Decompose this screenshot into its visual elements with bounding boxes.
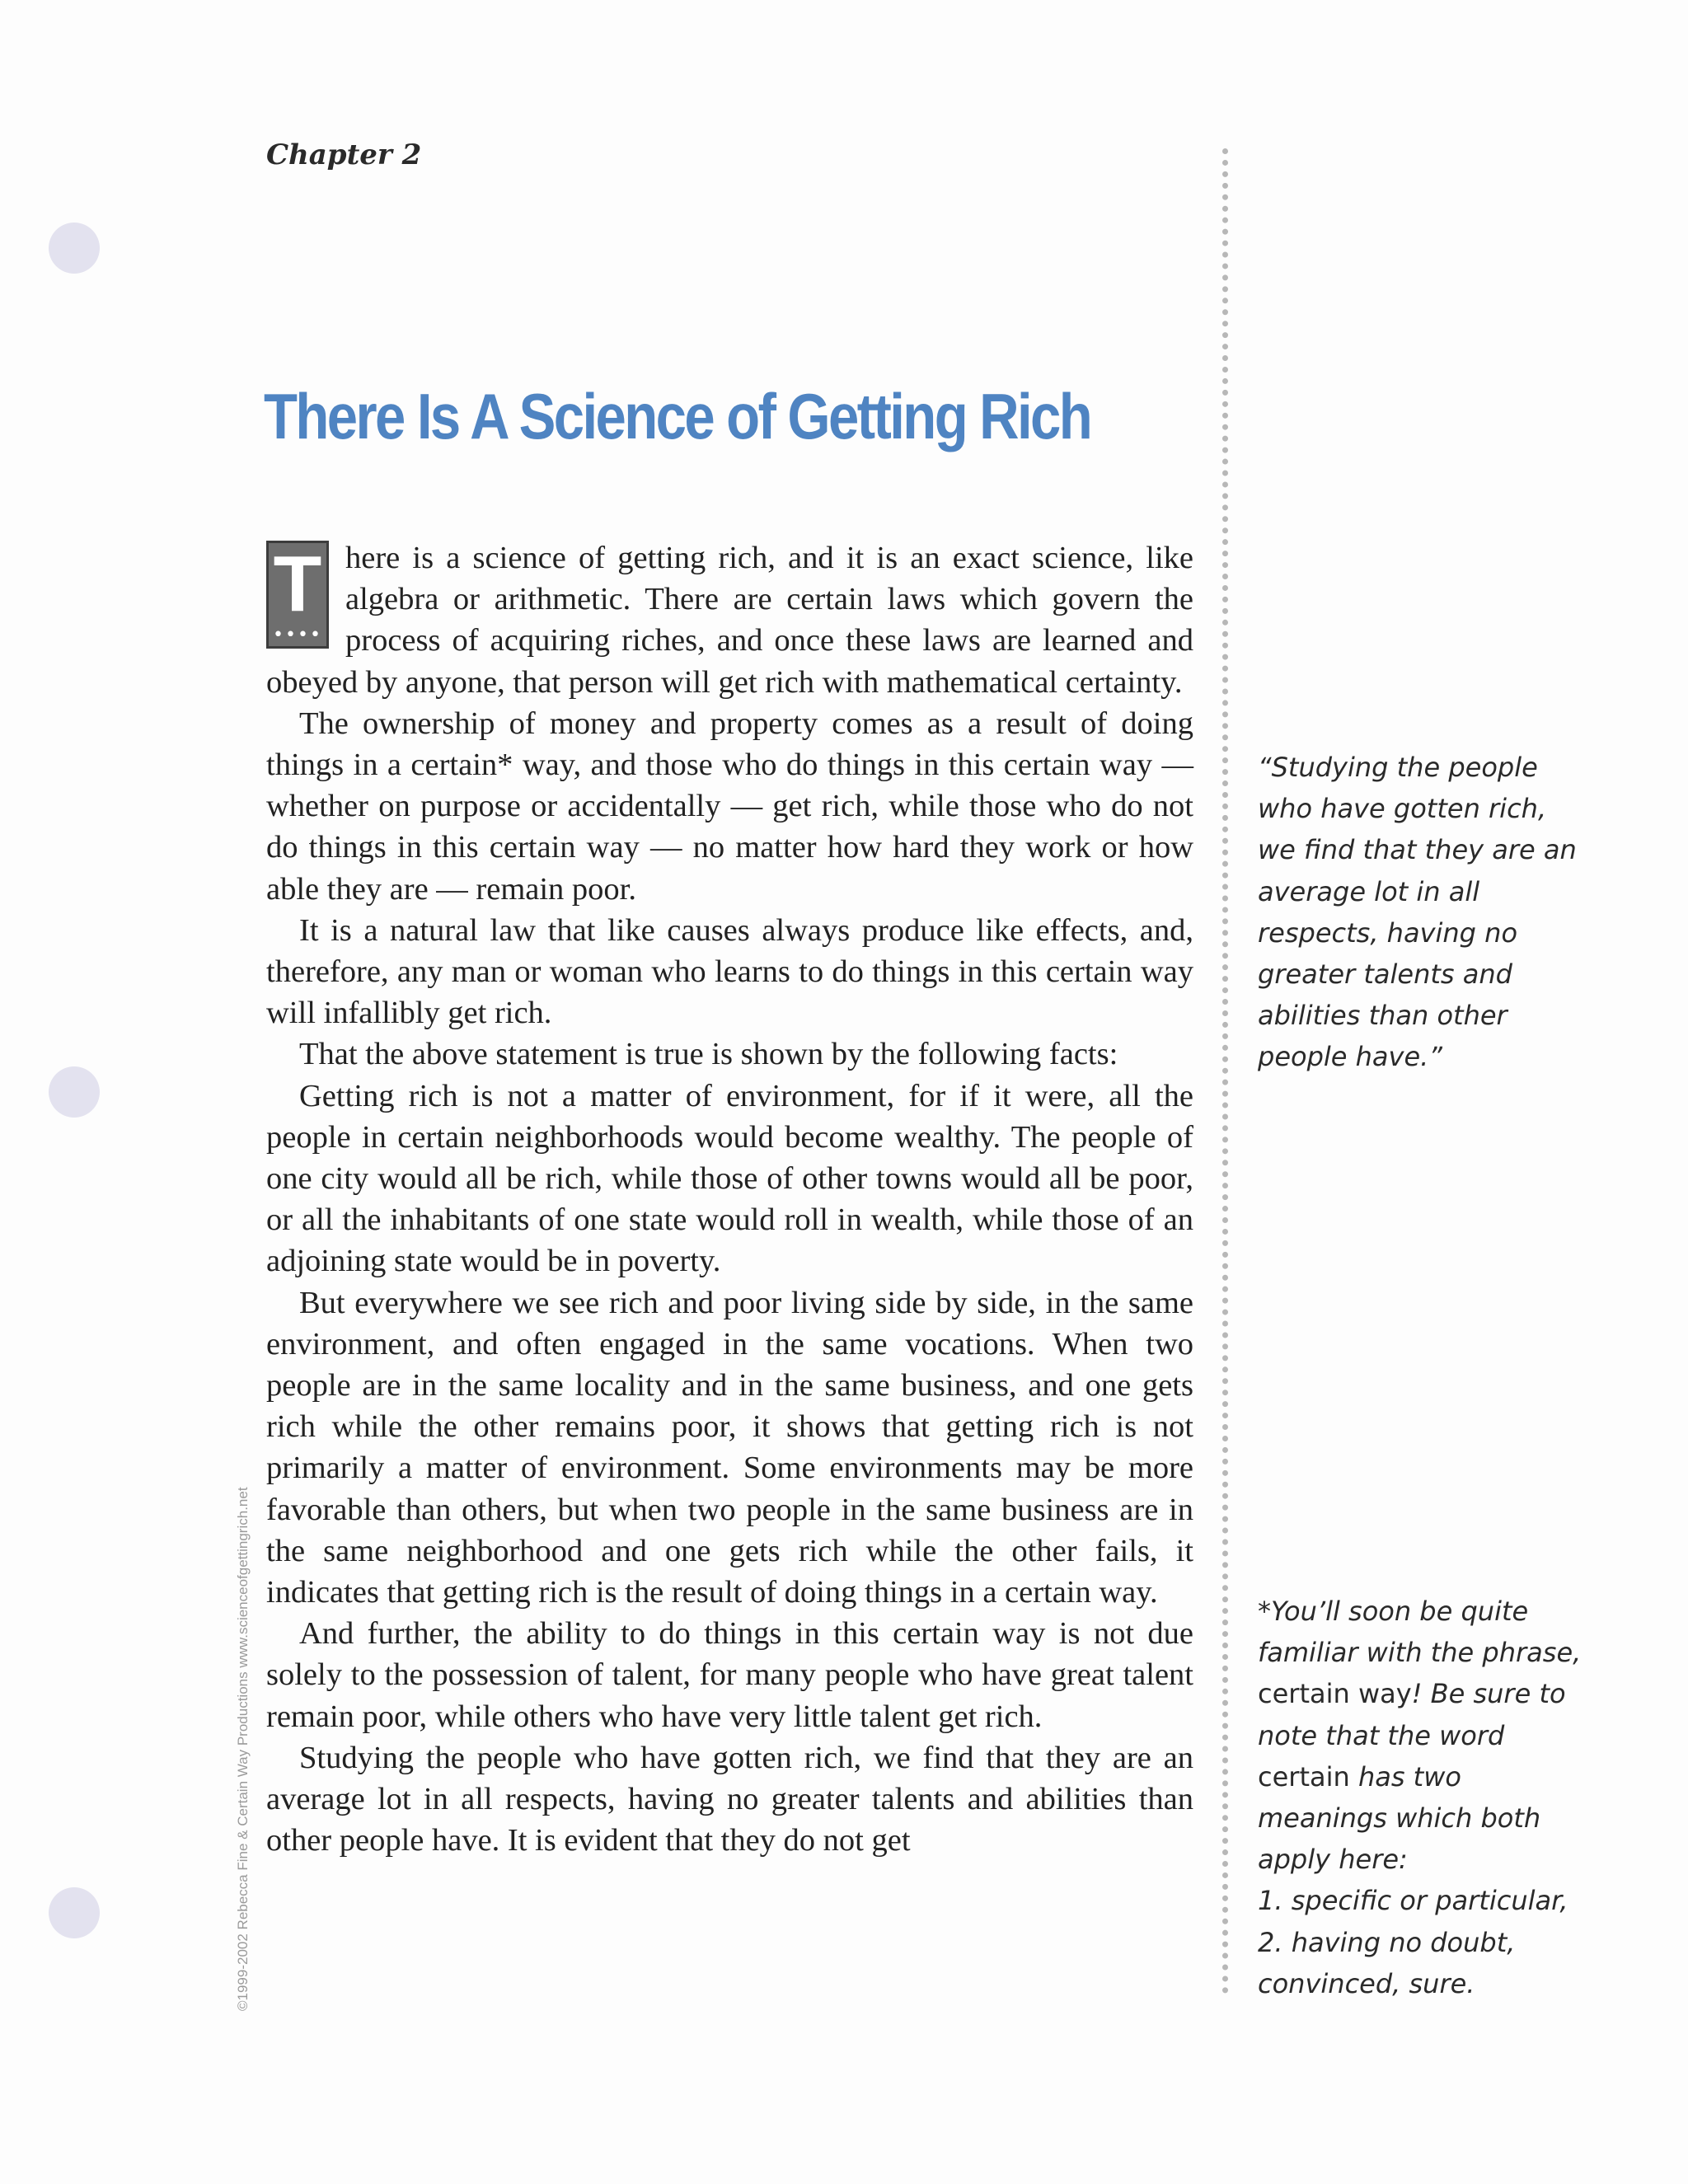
quote-line: who have gotten rich, [1258, 793, 1547, 825]
paragraph: That the above statement is true is shown by the following facts: [299, 1037, 1118, 1072]
footnote-line: familiar with the phrase, [1258, 1637, 1582, 1669]
footnote-line: note that the word [1258, 1719, 1505, 1751]
copyright-notice: ©1999-2002 Rebecca Fine & Certain Way Productions www.scienceofgettingrich.net [235, 1487, 251, 2011]
punch-hole [49, 223, 100, 274]
quote-line: abilities than other [1258, 1000, 1507, 1032]
footnote-line [1258, 1756, 1571, 1797]
footnote-line: 1. specific or particular, [1258, 1885, 1568, 1917]
page-title: There Is A Science of Getting Rich [264, 380, 1091, 452]
footnote-term: certain way [1258, 1678, 1412, 1710]
paragraph: The ownership of money and property comes as a result of doing things in a certain* way, and those who do things in this certain way — whether on purpose or accidentally — get rich, while those who do not do things in this certain way — no matter how hard they work or how able they are — remain poor. [266, 705, 1193, 907]
paragraph: here is a science of getting rich, and it is an exact science, like algebra or arithmetic. There are certain laws which govern the process of acquiring riches, and once these laws are learned and obeyed by anyone, that person will get rich with mathematical certainty. [266, 541, 1193, 700]
dotted-divider [1222, 148, 1228, 1994]
punch-hole [49, 1887, 100, 1938]
dropcap-letter: T [273, 540, 322, 628]
footnote-text: has two [1349, 1760, 1461, 1793]
paragraph: Getting rich is not a matter of environment, for if it were, all the people in certain neighborhoods would become wealthy. The people of one city would all be rich, while those of other towns would all be poor, or all the inhabitants of one state would roll in wealth, while those of an adjoining state would be in poverty. [266, 1078, 1193, 1279]
quote-line: people have.” [1258, 1041, 1442, 1073]
paragraph: And further, the ability to do things in this certain way is not due solely to the possession of talent, for many people who have great talent remain poor, while others who have very little talent get rich. [266, 1616, 1193, 1734]
footnote-line: *You’ll soon be quite [1258, 1596, 1529, 1627]
paragraph: It is a natural law that like causes always produce like effects, and, therefore, any man or woman who learns to do things in this certain way will infallibly get rich. [266, 912, 1193, 1031]
dropcap-dots-icon: •••• [273, 625, 322, 645]
footnote-line [1258, 1673, 1571, 1714]
footnote [1258, 1591, 1582, 2004]
quote-line: greater talents and [1258, 958, 1512, 991]
dropcap [266, 541, 329, 649]
footnote-line: 2. having no doubt, [1258, 1926, 1516, 1958]
punch-hole [49, 1066, 100, 1118]
body-text [266, 537, 1193, 1862]
footnote-line: apply here: [1258, 1844, 1408, 1876]
quote-line: average lot in all [1258, 875, 1480, 907]
paragraph: Studying the people who have gotten rich, we find that they are an average lot in all respects, having no greater talents and abilities than other people have. It is evident that they do not get [266, 1740, 1193, 1858]
paragraph: But everywhere we see rich and poor living side by side, in the same environment, and often engaged in the same vocations. When two people are in the same locality and in the same business, and one gets rich while the other remains poor, it shows that getting rich is not primarily a matter of environment. Some environments may be more favorable than others, but when two people in the same business are in the same neighborhood and one gets rich while the other fails, it indicates that getting rich is the result of doing things in a certain way. [266, 1285, 1193, 1610]
footnote-term: certain [1258, 1760, 1350, 1793]
quote-line: respects, having no [1258, 916, 1518, 949]
quote-line: we find that they are an [1258, 834, 1577, 866]
footnote-line: convinced, sure. [1258, 1967, 1475, 1999]
pull-quote [1258, 747, 1577, 1078]
footnote-line: meanings which both [1258, 1802, 1541, 1835]
footnote-text: ! Be sure to [1411, 1678, 1566, 1710]
quote-line: “Studying the people [1258, 752, 1538, 783]
chapter-label: Chapter 2 [266, 138, 422, 171]
